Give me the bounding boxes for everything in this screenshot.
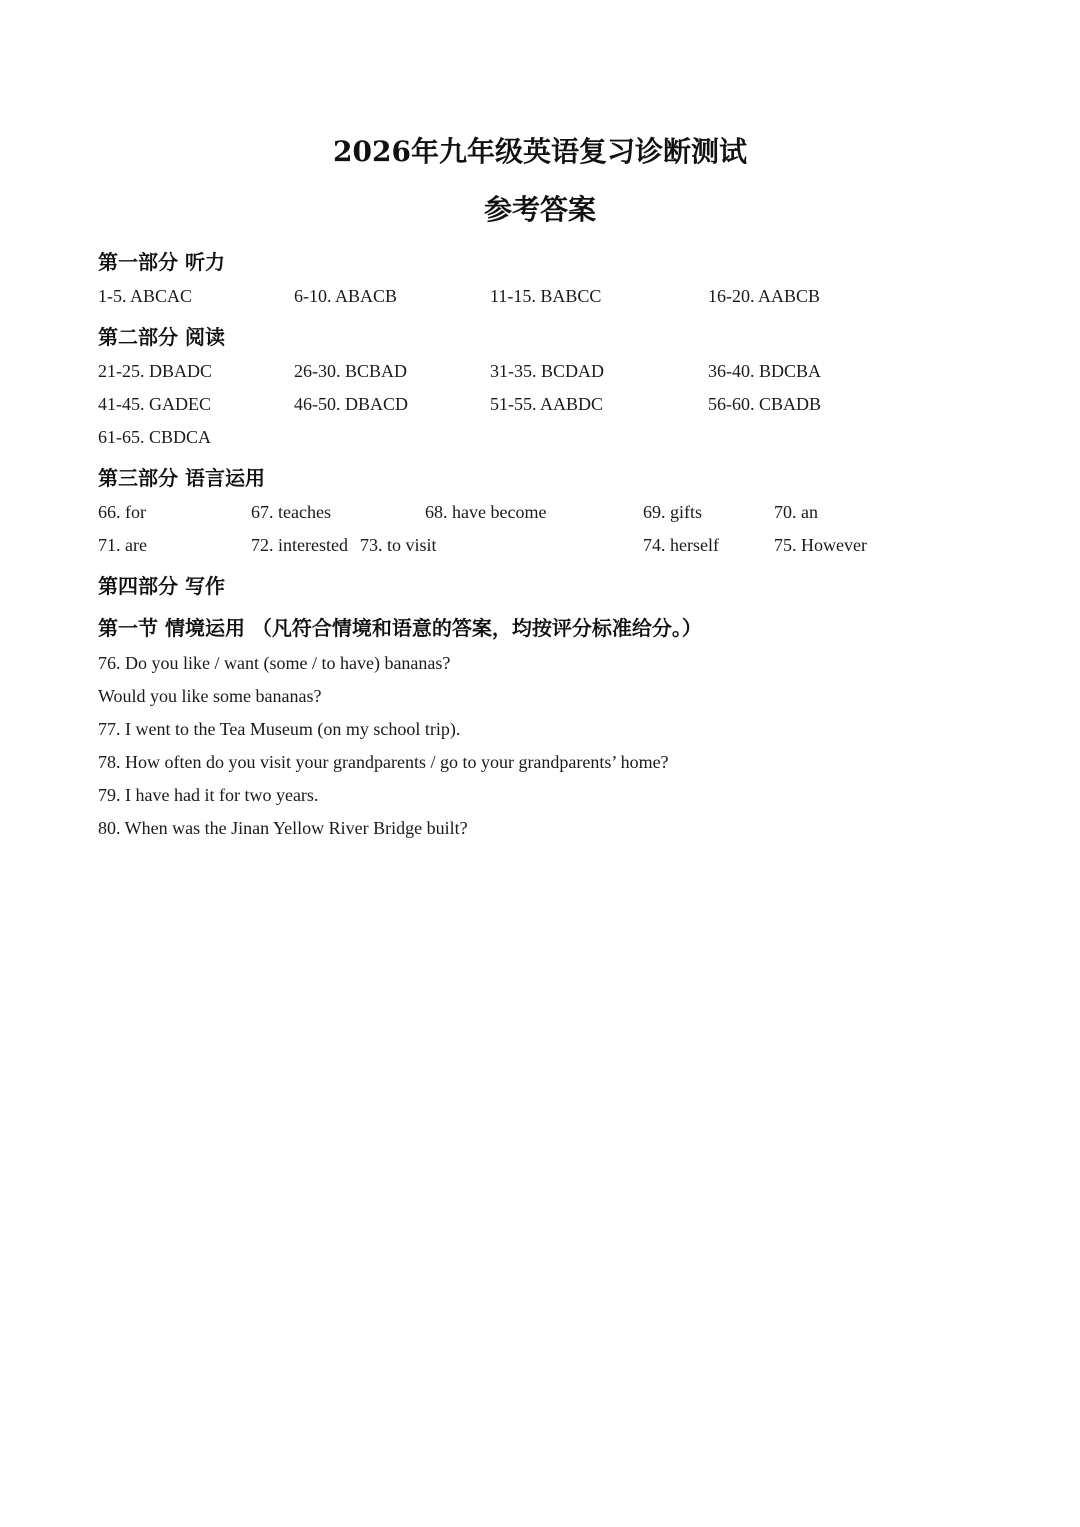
part3-row bbox=[0, 535, 1080, 561]
answer-group: 61-65. CBDCA bbox=[98, 427, 212, 447]
answer-group: 41-45. GADEC bbox=[98, 394, 211, 414]
part2-row bbox=[0, 394, 1080, 420]
answer-group: 31-35. BCDAD bbox=[490, 361, 605, 381]
page-title: 2026年九年级英语复习诊断测试 bbox=[333, 135, 747, 168]
answer-group: 46-50. DBACD bbox=[294, 394, 409, 414]
answer-group: 51-55. AABDC bbox=[490, 394, 604, 414]
writing-answer-line: 79. I have had it for two years. bbox=[98, 785, 319, 805]
answer-item: 69. gifts bbox=[643, 502, 703, 522]
answer-item: 72. interested bbox=[251, 535, 348, 555]
part1-heading: 第一部分 听力 bbox=[98, 250, 225, 274]
answer-item: 67. teaches bbox=[251, 502, 331, 522]
answer-group: 16-20. AABCB bbox=[708, 286, 821, 306]
answer-item: 70. an bbox=[774, 502, 818, 522]
answer-item: 73. to visit bbox=[360, 535, 437, 555]
writing-answer-line: Would you like some bananas? bbox=[98, 686, 322, 706]
part4-section1-heading: 第一节 情境运用 （凡符合情境和语意的答案，均按评分标准给分。） bbox=[98, 616, 702, 640]
writing-answer-line: 77. I went to the Tea Museum (on my school trip). bbox=[98, 719, 461, 739]
part2-heading: 第二部分 阅读 bbox=[98, 325, 225, 349]
answer-item: 71. are bbox=[98, 535, 147, 555]
answer-item: 68. have become bbox=[425, 502, 547, 522]
answer-group: 56-60. CBADB bbox=[708, 394, 822, 414]
part3-row bbox=[0, 502, 1080, 528]
part1-row bbox=[0, 286, 1080, 312]
part4-heading: 第四部分 写作 bbox=[98, 574, 225, 598]
answer-item: 75. However bbox=[774, 535, 867, 555]
writing-answer-line: 76. Do you like / want (some / to have) bananas? bbox=[98, 653, 451, 673]
answer-group: 36-40. BDCBA bbox=[708, 361, 822, 381]
answer-group: 11-15. BABCC bbox=[490, 286, 602, 306]
part3-heading: 第三部分 语言运用 bbox=[98, 466, 265, 490]
answer-group: 6-10. ABACB bbox=[294, 286, 398, 306]
answer-group: 1-5. ABCAC bbox=[98, 286, 193, 306]
page-subtitle: 参考答案 bbox=[483, 193, 596, 226]
answer-group: 26-30. BCBAD bbox=[294, 361, 408, 381]
writing-answer-line: 80. When was the Jinan Yellow River Bridge built? bbox=[98, 818, 468, 838]
answer-group: 21-25. DBADC bbox=[98, 361, 213, 381]
writing-answer-line: 78. How often do you visit your grandparents / go to your grandparents’ home? bbox=[98, 752, 669, 772]
answer-item: 66. for bbox=[98, 502, 146, 522]
part2-row bbox=[0, 427, 1080, 453]
part2-row bbox=[0, 361, 1080, 387]
answer-item: 74. herself bbox=[643, 535, 719, 555]
